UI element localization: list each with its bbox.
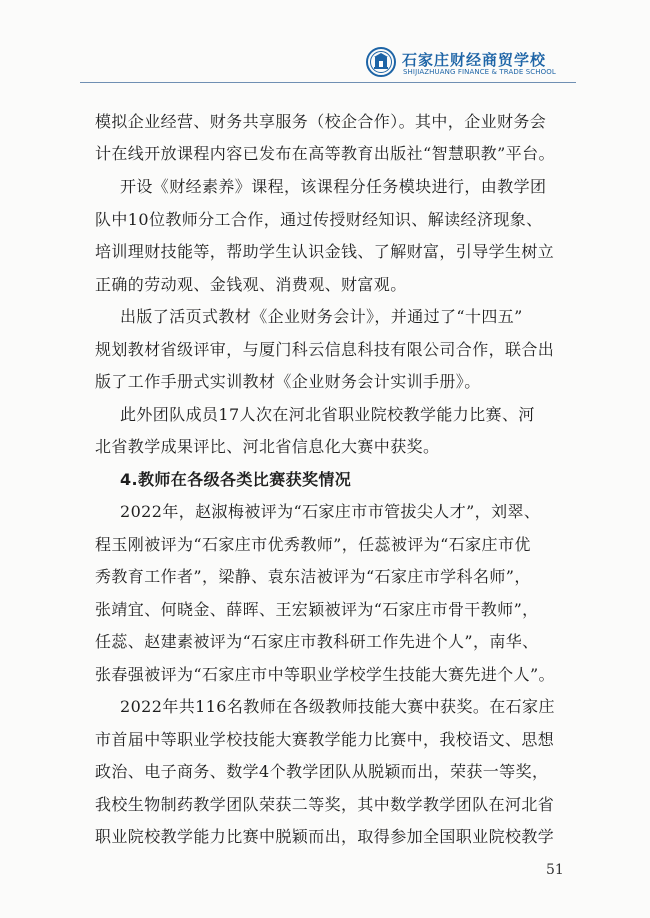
text-line: 此外团队成员17人次在河北省职业院校教学能力比赛、河: [120, 405, 535, 424]
header-divider: [80, 82, 576, 83]
text-line: 政治、电子商务、数学4个教学团队从脱颖而出，荣获一等奖，: [95, 762, 549, 781]
text-line: 2022年，赵淑梅被评为“石家庄市市管拔尖人才”，刘翠、: [120, 502, 541, 521]
page-number: 51: [546, 862, 564, 878]
text-line: 职业院校教学能力比赛中脱颖而出，取得参加全国职业院校教学: [95, 827, 555, 846]
text-line: 程玉刚被评为“石家庄市优秀教师”，任蕊被评为“石家庄市优: [95, 535, 531, 554]
text-line: 张靖宜、何晓金、薛晖、王宏颖被评为“石家庄市骨干教师”，: [95, 600, 539, 619]
school-name-en: SHIJIAZHUANG FINANCE & TRADE SCHOOL: [403, 68, 556, 76]
text-line: 北省教学成果评比、河北省信息化大赛中获奖。: [95, 437, 440, 456]
school-name-cn: 石家庄财经商贸学校: [402, 51, 547, 69]
page-header: [366, 47, 576, 83]
text-line: 正确的劳动观、金钱观、消费观、财富观。: [95, 275, 407, 294]
text-line: 秀教育工作者”，梁静、袁东洁被评为“石家庄市学科名师”，: [95, 567, 531, 586]
text-line: 版了工作手册式实训教材《企业财务会计实训手册》。: [95, 372, 481, 391]
text-line: 任蕊、赵建素被评为“石家庄市教科研工作先进个人”，南华、: [95, 632, 539, 651]
text-line: 开设《财经素养》课程，该课程分任务模块进行，由教学团: [120, 177, 547, 196]
school-emblem-icon: [366, 47, 396, 77]
text-line: 市首届中等职业学校技能大赛教学能力比赛中，我校语文、思想: [95, 730, 555, 749]
text-line: 2022年共116名教师在各级教师技能大赛中获奖。在石家庄: [120, 697, 555, 716]
text-line: 计在线开放课程内容已发布在高等教育出版社“智慧职教”平台。: [95, 144, 555, 163]
section-heading: 4.教师在各级各类比赛获奖情况: [120, 470, 352, 489]
text-line: 队中10位教师分工合作，通过传授财经知识、解读经济现象、: [95, 210, 543, 229]
text-line: 出版了活页式教材《企业财务会计》，并通过了“十四五”: [120, 307, 523, 326]
text-line: 模拟企业经营、财务共享服务（校企合作）。其中，企业财务会: [95, 112, 547, 131]
text-line: 规划教材省级评审，与厦门科云信息科技有限公司合作，联合出: [95, 340, 555, 359]
text-line: 培训理财技能等，帮助学生认识金钱、了解财富，引导学生树立: [95, 242, 555, 261]
text-line: 张春强被评为“石家庄市中等职业学校学生技能大赛先进个人”。: [95, 665, 555, 684]
text-line: 我校生物制药教学团队荣获二等奖，其中数学教学团队在河北省: [95, 795, 555, 814]
